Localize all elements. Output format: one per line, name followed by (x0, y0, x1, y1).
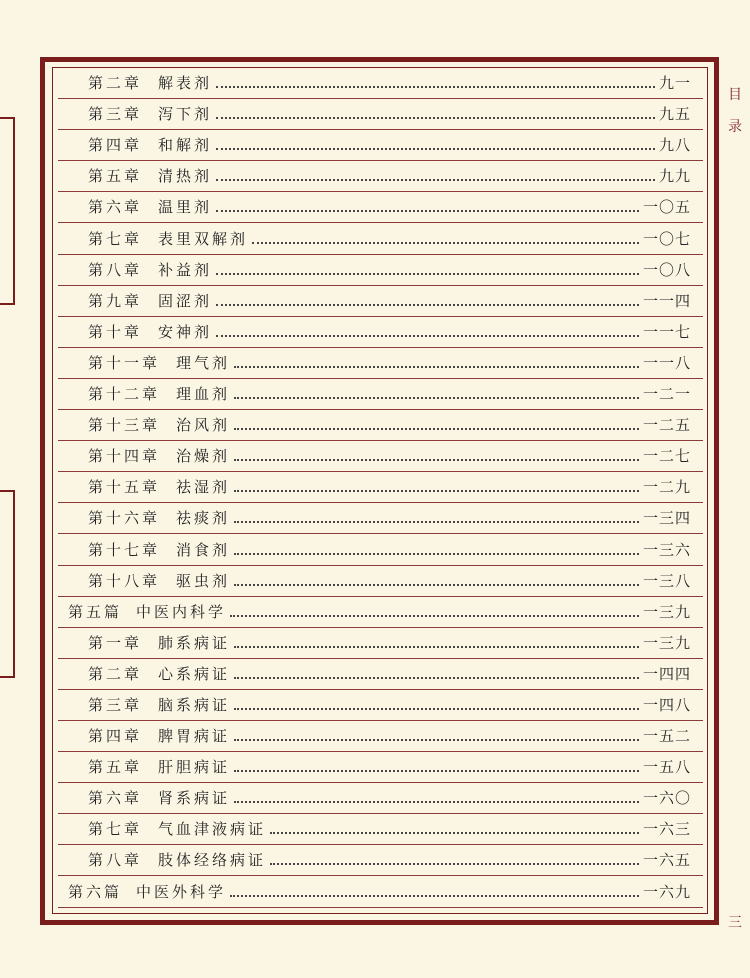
dot-leader (270, 863, 639, 865)
dot-leader (234, 801, 639, 803)
entry-title: 肺系病证 (158, 633, 231, 652)
entry-page-number: 一三九 (642, 633, 691, 652)
entry-number: 第九章 (88, 291, 143, 310)
toc-chapter-entry[interactable] (58, 690, 703, 721)
dot-leader (234, 490, 639, 492)
entry-number: 第十章 (88, 322, 143, 341)
toc-chapter-entry[interactable] (58, 348, 703, 379)
entry-number: 第六篇 (68, 882, 123, 901)
entry-title: 表里双解剂 (158, 229, 249, 248)
dot-leader (234, 521, 639, 523)
toc-chapter-entry[interactable] (58, 566, 703, 597)
entry-title: 温里剂 (158, 198, 213, 217)
dot-leader (270, 832, 639, 834)
entry-page-number: 一一八 (642, 353, 691, 372)
toc-chapter-entry[interactable] (58, 161, 703, 192)
toc-chapter-entry[interactable] (58, 255, 703, 286)
entry-title: 清热剂 (158, 167, 213, 186)
entry-number: 第五章 (88, 758, 143, 777)
toc-chapter-entry[interactable] (58, 628, 703, 659)
entry-page-number: 一六三 (642, 820, 691, 839)
dot-leader (252, 242, 639, 244)
dot-leader (230, 895, 639, 897)
dot-leader (216, 273, 639, 275)
dot-leader (234, 708, 639, 710)
toc-chapter-entry[interactable] (58, 659, 703, 690)
entry-page-number: 一三九 (642, 602, 691, 621)
entry-page-number: 一五二 (642, 727, 691, 746)
dot-leader (234, 366, 639, 368)
left-margin-bracket (0, 117, 15, 305)
entry-title: 祛痰剂 (176, 509, 231, 528)
entry-number: 第八章 (88, 260, 143, 279)
entry-title: 治燥剂 (176, 447, 231, 466)
dot-leader (234, 646, 639, 648)
side-label (727, 88, 743, 152)
entry-page-number: 一一七 (642, 322, 691, 341)
entry-page-number: 九五 (658, 105, 691, 124)
toc-part-entry[interactable] (58, 876, 703, 907)
entry-title: 祛湿剂 (176, 478, 231, 497)
entry-page-number: 九八 (658, 136, 691, 155)
toc-chapter-entry[interactable] (58, 752, 703, 783)
entry-number: 第五章 (88, 167, 143, 186)
entry-page-number: 一六〇 (642, 789, 691, 808)
toc-chapter-entry[interactable] (58, 814, 703, 845)
toc-chapter-entry[interactable] (58, 286, 703, 317)
entry-page-number: 一三八 (642, 571, 691, 590)
entry-title: 驱虫剂 (176, 571, 231, 590)
toc-chapter-entry[interactable] (58, 68, 703, 99)
entry-page-number: 九一 (658, 74, 691, 93)
toc-chapter-entry[interactable] (58, 783, 703, 814)
entry-title: 和解剂 (158, 136, 213, 155)
entry-number: 第十一章 (88, 353, 161, 372)
dot-leader (234, 553, 639, 555)
entry-title: 治风剂 (176, 416, 231, 435)
dot-leader (234, 677, 639, 679)
entry-title: 肢体经络病证 (158, 851, 267, 870)
entry-number: 第十五章 (88, 478, 161, 497)
entry-page-number: 一六五 (642, 851, 691, 870)
entry-page-number: 一二五 (642, 416, 691, 435)
entry-number: 第七章 (88, 229, 143, 248)
entry-number: 第四章 (88, 727, 143, 746)
dot-leader (234, 428, 639, 430)
entry-number: 第三章 (88, 695, 143, 714)
toc-chapter-entry[interactable] (58, 721, 703, 752)
entry-number: 第七章 (88, 820, 143, 839)
dot-leader (216, 179, 655, 181)
dot-leader (234, 739, 639, 741)
toc-chapter-entry[interactable] (58, 534, 703, 565)
entry-title: 肝胆病证 (158, 758, 231, 777)
toc-chapter-entry[interactable] (58, 223, 703, 254)
toc-chapter-entry[interactable] (58, 192, 703, 223)
dot-leader (216, 86, 655, 88)
entry-page-number: 一四八 (642, 695, 691, 714)
dot-leader (216, 117, 655, 119)
dot-leader (234, 770, 639, 772)
toc-chapter-entry[interactable] (58, 472, 703, 503)
entry-number: 第四章 (88, 136, 143, 155)
entry-title: 脾胃病证 (158, 727, 231, 746)
entry-number: 第二章 (88, 664, 143, 683)
entry-title: 固涩剂 (158, 291, 213, 310)
dot-leader (234, 584, 639, 586)
dot-leader (216, 304, 639, 306)
entry-page-number: 一〇八 (642, 260, 691, 279)
entry-title: 泻下剂 (158, 105, 213, 124)
page-number: 三 (728, 915, 742, 931)
entry-page-number: 一二九 (642, 478, 691, 497)
entry-page-number: 一五八 (642, 758, 691, 777)
entry-number: 第六章 (88, 789, 143, 808)
entry-title: 中医外科学 (136, 882, 227, 901)
entry-title: 解表剂 (158, 74, 213, 93)
dot-leader (216, 335, 639, 337)
entry-title: 气血津液病证 (158, 820, 267, 839)
entry-title: 消食剂 (176, 540, 231, 559)
entry-page-number: 一二七 (642, 447, 691, 466)
entry-number: 第十六章 (88, 509, 161, 528)
entry-page-number: 一一四 (642, 291, 691, 310)
entry-title: 心系病证 (158, 664, 231, 683)
entry-page-number: 九九 (658, 167, 691, 186)
toc-chapter-entry[interactable] (58, 441, 703, 472)
entry-page-number: 一四四 (642, 664, 691, 683)
table-of-contents (58, 68, 703, 908)
entry-number: 第八章 (88, 851, 143, 870)
entry-page-number: 一〇七 (642, 229, 691, 248)
entry-number: 第十二章 (88, 385, 161, 404)
entry-title: 补益剂 (158, 260, 213, 279)
entry-title: 肾系病证 (158, 789, 231, 808)
entry-number: 第十八章 (88, 571, 161, 590)
dot-leader (230, 615, 639, 617)
left-margin-bracket (0, 490, 15, 678)
toc-chapter-entry[interactable] (58, 99, 703, 130)
dot-leader (216, 148, 655, 150)
toc-chapter-entry[interactable] (58, 845, 703, 876)
entry-page-number: 一二一 (642, 385, 691, 404)
dot-leader (234, 397, 639, 399)
toc-chapter-entry[interactable] (58, 317, 703, 348)
entry-number: 第三章 (88, 105, 143, 124)
side-label-char: 录 (728, 119, 742, 135)
toc-chapter-entry[interactable] (58, 130, 703, 161)
entry-number: 第六章 (88, 198, 143, 217)
entry-title: 理气剂 (176, 353, 231, 372)
toc-chapter-entry[interactable] (58, 410, 703, 441)
toc-part-entry[interactable] (58, 597, 703, 628)
entry-number: 第十三章 (88, 416, 161, 435)
entry-page-number: 一六九 (642, 882, 691, 901)
entry-number: 第十七章 (88, 540, 161, 559)
entry-title: 中医内科学 (136, 602, 227, 621)
entry-page-number: 一〇五 (642, 198, 691, 217)
dot-leader (216, 210, 639, 212)
entry-page-number: 一三六 (642, 540, 691, 559)
entry-title: 脑系病证 (158, 695, 231, 714)
entry-number: 第五篇 (68, 602, 123, 621)
entry-number: 第十四章 (88, 447, 161, 466)
dot-leader (234, 459, 639, 461)
toc-chapter-entry[interactable] (58, 503, 703, 534)
toc-chapter-entry[interactable] (58, 379, 703, 410)
entry-title: 理血剂 (176, 385, 231, 404)
entry-page-number: 一三四 (642, 509, 691, 528)
entry-title: 安神剂 (158, 322, 213, 341)
entry-number: 第一章 (88, 633, 143, 652)
entry-number: 第二章 (88, 74, 143, 93)
side-label-char: 目 (728, 87, 742, 103)
